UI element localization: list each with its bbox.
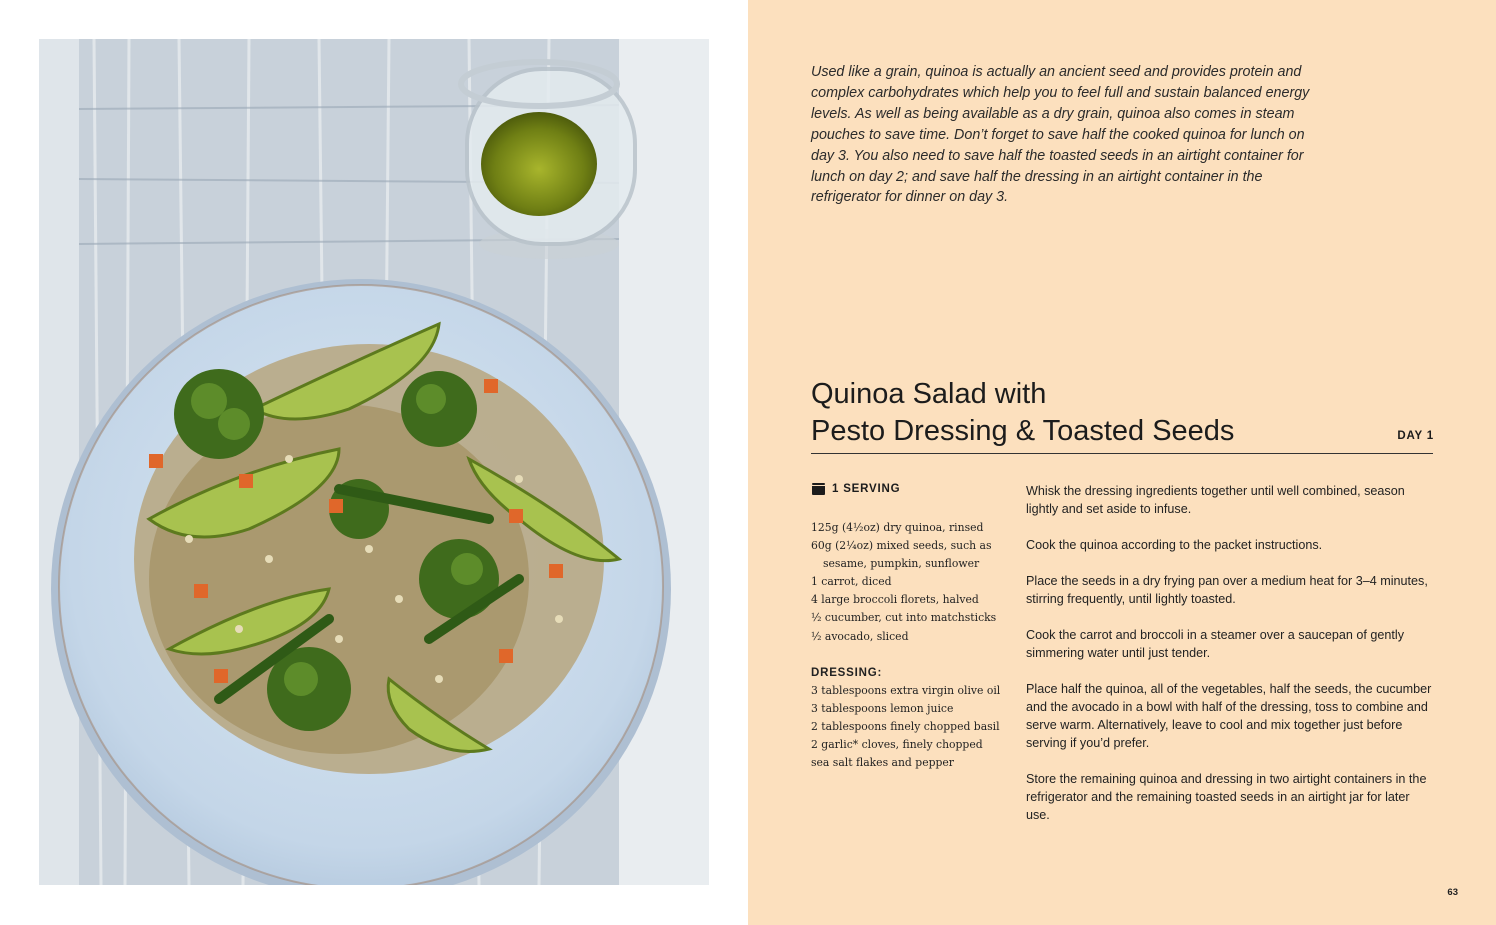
recipe-title-line-1: Quinoa Salad with — [811, 378, 1047, 410]
photo-illustration — [39, 39, 709, 885]
method-step: Place half the quinoa, all of the vegetables, half the seeds, the cucumber and the avocado in a bowl with half of the dressing, toss to combine and serve warm. Alternatively, leave to cool and mix together just before serving if you’d prefer. — [1026, 682, 1432, 750]
serving-bowl-icon — [811, 482, 826, 496]
method-steps — [1026, 482, 1436, 842]
ingredient-item: ½ avocado, sliced — [811, 629, 909, 643]
dressing-item: 3 tablespoons extra virgin olive oil — [811, 683, 1001, 697]
serving-info — [811, 482, 900, 496]
dressing-item: sea salt flakes and pepper — [811, 756, 954, 770]
method-step: Cook the carrot and broccoli in a steamer over a saucepan of gently simmering water until just tender. — [1026, 628, 1405, 660]
page-number: 63 — [1447, 887, 1458, 898]
recipe-title-line-2: Pesto Dressing & Toasted Seeds — [811, 415, 1235, 447]
method-step: Place the seeds in a dry frying pan over a medium heat for 3–4 minutes, stirring frequently, until lightly toasted. — [1026, 574, 1428, 606]
method-step: Store the remaining quinoa and dressing in two airtight containers in the refrigerator and the remaining toasted seeds in an airtight jar for later use. — [1026, 772, 1427, 822]
dressing-item: 3 tablespoons lemon juice — [811, 701, 954, 715]
right-page — [748, 0, 1496, 925]
method-step: Cook the quinoa according to the packet instructions. — [1026, 538, 1323, 552]
ingredient-item: 1 carrot, diced — [811, 575, 892, 589]
ingredient-item: 4 large broccoli florets, halved — [811, 593, 979, 607]
ingredient-item: 60g (2¼oz) mixed seeds, such as — [811, 539, 992, 553]
intro-paragraph: Used like a grain, quinoa is actually an ancient seed and provides protein and complex carbohydrates which help you to feel full and sustain balanced energy levels. As well as being available as a dry grain, quinoa also comes in steam pouches to save time. Don’t forget to save half the cooked quinoa for lunch on day 3. You also need to save half the toasted seeds in an airtight container for lunch on day 2; and save half the dressing in an airtight container in the refrigerator for dinner on day 3. — [811, 64, 1310, 206]
ingredient-item: sesame, pumpkin, sunflower — [823, 557, 980, 571]
dressing-item: 2 tablespoons finely chopped basil — [811, 719, 1000, 733]
quinoa-salad-photo — [39, 39, 709, 885]
dressing-heading: DRESSING: — [811, 666, 883, 679]
ingredient-item: ½ cucumber, cut into matchsticks — [811, 611, 997, 625]
day-label: DAY 1 — [1397, 430, 1434, 442]
method-step: Whisk the dressing ingredients together until well combined, season lightly and set aside to infuse. — [1026, 484, 1405, 516]
ingredient-item: 125g (4½oz) dry quinoa, rinsed — [811, 521, 984, 534]
serving-label: 1 SERVING — [832, 483, 901, 495]
dressing-item: 2 garlic* cloves, finely chopped — [811, 737, 983, 751]
title-divider — [811, 453, 1433, 454]
recipe-title — [811, 376, 1331, 450]
ingredients-list — [811, 519, 1016, 772]
